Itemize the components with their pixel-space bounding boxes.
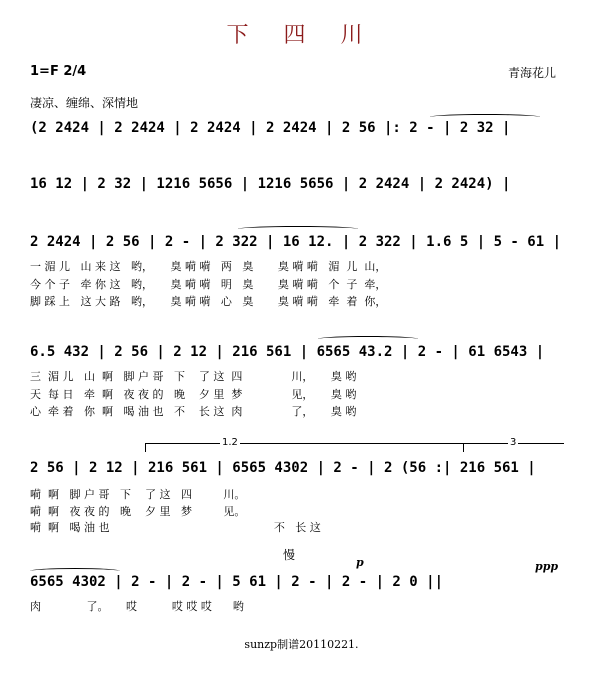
volta-label-3: 3 [510,437,517,448]
staff-line-3-lyric-3: 脚 踩 上 这 大 路 哟， 臭 嗬 嗬 心 臭 臭 嗬 嗬 牵 着 你， [30,295,387,308]
tempo-marking: 慢 [283,548,296,562]
staff-line-1-notes: (2 2424 | 2 2424 | 2 2424 | 2 2424 | 2 56 |: 2 - | 2 32 | [30,120,511,136]
staff-line-4-lyric-3: 心 牵 着 你 啊 喝 油 也 不 长 这 肉 了， 臭 哟 [30,405,357,418]
volta-label-1-2: 1.2 [222,437,238,448]
staff-line-5-lyric-1: 嗬 啊 脚 户 哥 下 了 这 四 川。 [30,488,246,501]
dynamic-p: p [356,556,364,569]
volta-bracket-3 [463,437,564,452]
staff-line-5-lyric-3: 嗬 啊 喝 油 也 不 长 这 [30,521,321,534]
slur-mark [30,568,120,574]
staff-line-6-lyric-1: 肉 了。 哎 哎 哎 哎 哟 [30,600,244,613]
key-signature: 1=F 2/4 [30,64,87,79]
staff-line-5-notes: 2 56 | 2 12 | 216 561 | 6565 4302 | 2 - | 2 (56 :| 216 561 | [30,460,536,476]
staff-line-3-lyric-1: 一 湄 儿 山 来 这 哟， 臭 嗬 嗬 两 臭 臭 嗬 嗬 湄 儿 山， [30,260,387,273]
slur-mark [430,114,540,120]
slur-mark [318,336,418,342]
footer-credit: sunzp制谱20110221. [244,638,359,651]
page-title: 下 四 川 [226,23,377,48]
staff-line-6-notes: 6565 4302 | 2 - | 2 - | 5 61 | 2 - | 2 - | 2 0 || [30,574,444,590]
staff-line-3-lyric-2: 今 个 子 牵 你 这 哟， 臭 嗬 嗬 明 臭 臭 嗬 嗬 个 子 牵， [30,278,387,291]
staff-line-2-notes: 16 12 | 2 32 | 1216 5656 | 1216 5656 | 2 2424 | 2 2424) | [30,176,511,192]
staff-line-5-lyric-2: 嗬 啊 夜 夜 的 晚 夕 里 梦 见。 [30,505,246,518]
staff-line-4-lyric-1: 三 湄 儿 山 啊 脚 户 哥 下 了 这 四 川， 臭 哟 [30,370,357,383]
mood-marking: 凄凉、缠绵、深情地 [30,96,139,110]
composer-label: 青海花儿 [508,66,557,80]
volta-bracket-1-2 [145,437,464,452]
staff-line-4-notes: 6.5 432 | 2 56 | 2 12 | 216 561 | 6565 43.2 | 2 - | 61 6543 | [30,344,545,360]
slur-mark [238,226,358,232]
staff-line-4-lyric-2: 天 每 日 牵 啊 夜 夜 的 晚 夕 里 梦 见， 臭 哟 [30,388,357,401]
dynamic-ppp: ppp [535,560,559,573]
staff-line-3-notes: 2 2424 | 2 56 | 2 - | 2 322 | 16 12. | 2 322 | 1.6 5 | 5 - 61 | [30,234,562,250]
